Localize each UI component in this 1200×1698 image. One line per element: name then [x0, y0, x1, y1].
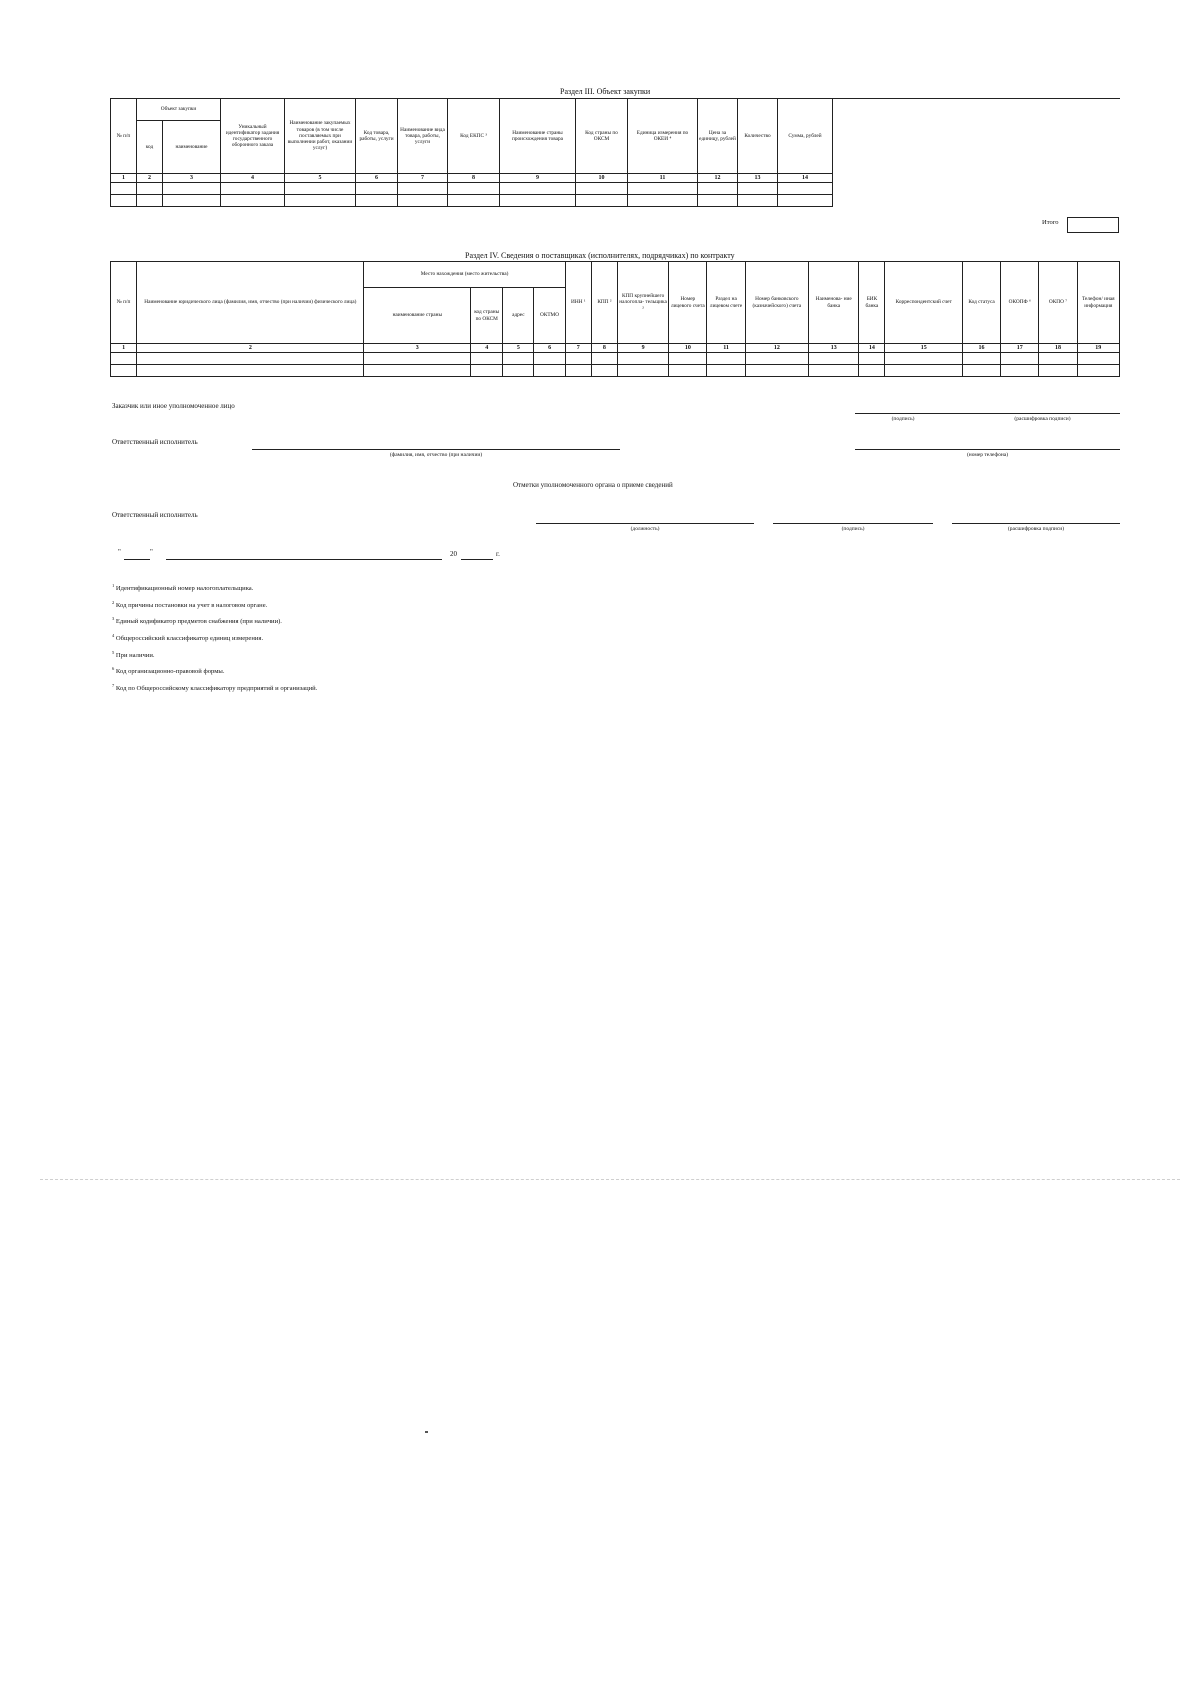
- s3-col-3: наименование: [163, 121, 221, 174]
- s4-col-2: Наименование юридического лица (фамилия, имя, отчество (при наличии) физического лица): [137, 262, 364, 344]
- footnote-item: $^5$ При наличии.: [112, 649, 155, 659]
- s3-col-9: Наименование страны происхождения товара: [500, 99, 576, 174]
- footnotes-block: [112, 579, 317, 696]
- date-year-suffix: г.: [496, 550, 500, 558]
- total-value-box: [1067, 217, 1119, 233]
- s4-col-8: КПП ²: [591, 262, 617, 344]
- signature-caption: (подпись): [891, 416, 915, 422]
- footnote-item: $^2$ Код причины постановки на учет в налоговом органе.: [112, 599, 268, 609]
- date-month-line: [166, 559, 442, 560]
- date-open-quote: ": [118, 548, 121, 556]
- s3-col-13: Количество: [738, 99, 778, 174]
- date-year-prefix: 20: [450, 550, 457, 558]
- customer-signature-line: [855, 413, 1120, 414]
- phone-caption: (номер телефона): [966, 452, 1009, 458]
- s3-col-6: Код товара, работы, услуги: [356, 99, 398, 174]
- position-caption: (должность): [630, 526, 660, 532]
- table-row: [111, 183, 833, 195]
- authority-title: Отметки уполномоченного органа о приеме сведений: [513, 481, 673, 489]
- s3-col-5: Наименование закупаемых товаров (в том числе поставляемых при выполнении работ, оказании услуг): [285, 99, 356, 174]
- section3-top-rule: [830, 98, 1120, 99]
- date-year-line: [461, 559, 493, 560]
- s4-col-4: код страны по ОКСМ: [471, 288, 503, 344]
- s3-col-1: № п/п: [111, 99, 137, 174]
- executor-label: Ответственный исполнитель: [112, 438, 198, 446]
- s4-number-row: 1 2 3 4 5 6 7 8 9 10 11 12 13 14 15 16 17 18 19: [111, 344, 1120, 353]
- s4-col-1: № п/п: [111, 262, 137, 344]
- executor-fio-line: [252, 449, 620, 450]
- scan-speck: [425, 1431, 428, 1433]
- s4-col-7: ИНН ¹: [565, 262, 591, 344]
- s3-col-2: код: [137, 121, 163, 174]
- decoding2-caption: (расшифровка подписи): [1007, 526, 1065, 532]
- date-day-line: [124, 559, 150, 560]
- footnote-item: $^3$ Единый кодификатор предметов снабжения (при наличии).: [112, 616, 282, 626]
- section3-title: Раздел III. Объект закупки: [560, 87, 651, 96]
- fio-caption: (фамилия, имя, отчество (при наличии): [389, 452, 483, 458]
- s3-col-10: Код страны по ОКСМ: [576, 99, 628, 174]
- s4-col-16: Код статуса: [962, 262, 1000, 344]
- s3-col-7: Наименование вида товара, работы, услуги: [398, 99, 448, 174]
- s4-col-11: Раздел на лицевом счете: [707, 262, 745, 344]
- table-row: [111, 365, 1120, 377]
- s4-col-14: БИК банка: [859, 262, 885, 344]
- s3-col-4: Уникальный идентификатор задания государственного оборонного заказа: [221, 99, 285, 174]
- s4-col-17: ОКОПФ ⁶: [1001, 262, 1039, 344]
- signature2-line: [773, 523, 933, 524]
- footnote-item: $^1$ Идентификационный номер налогоплательщика.: [112, 583, 254, 593]
- s4-col-12: Номер банковского (казначейского) счета: [745, 262, 808, 344]
- s3-col-14: Сумма, рублей: [778, 99, 833, 174]
- s4-col-6: ОКТМО: [534, 288, 565, 344]
- s4-col-3: наименование страны: [364, 288, 471, 344]
- decoding-caption: (расшифровка подписи): [1014, 416, 1071, 422]
- footnote-item: $^7$ Код по Общероссийскому классификатору предприятий и организаций.: [112, 683, 318, 693]
- s4-col-13: Наименова- ние банка: [809, 262, 859, 344]
- s4-col-5: адрес: [503, 288, 534, 344]
- s3-number-row: 1 2 3 4 5 6 7 8 9 10 11 12 13 14: [111, 174, 833, 183]
- section3-table: [110, 98, 833, 207]
- s3-col-11: Единица измерения по ОКЕИ ⁴: [628, 99, 698, 174]
- executor2-label: Ответственный исполнитель: [112, 511, 198, 519]
- s3-group-purchase: Объект закупки: [137, 99, 221, 121]
- total-label: Итого: [1042, 219, 1059, 226]
- position-line: [536, 523, 754, 524]
- s4-col-15: Корреспондентский счет: [885, 262, 962, 344]
- date-close-quote: ": [150, 548, 153, 556]
- s3-col-12: Цена за единицу, рублей: [698, 99, 738, 174]
- executor-phone-line: [855, 449, 1120, 450]
- scan-fold-line: [40, 1179, 1180, 1180]
- s4-col-19: Телефон/ иная информация: [1077, 262, 1119, 344]
- s4-col-10: Номер лицевого счета: [669, 262, 707, 344]
- footnote-item: $^6$ Код организационно-правовой формы.: [112, 666, 225, 676]
- decoding2-line: [952, 523, 1120, 524]
- footnote-item: $^4$ Общероссийский классификатор единиц измерения.: [112, 633, 264, 643]
- table-row: [111, 195, 833, 207]
- section4-title: Раздел IV. Сведения о поставщиках (исполнителях, подрядчиках) по контракту: [465, 251, 735, 260]
- table-row: [111, 353, 1120, 365]
- signature2-caption: (подпись): [841, 526, 865, 532]
- s4-group-place: Место нахождения (место жительства): [364, 262, 565, 288]
- s3-col-8: Код ЕКПС ³: [448, 99, 500, 174]
- section4-table: [110, 261, 1120, 377]
- customer-label: Заказчик или иное уполномоченное лицо: [112, 402, 235, 410]
- s4-col-9: КПП крупнейшего налогопла- тельщика ²: [617, 262, 668, 344]
- s4-col-18: ОКПО ⁷: [1039, 262, 1077, 344]
